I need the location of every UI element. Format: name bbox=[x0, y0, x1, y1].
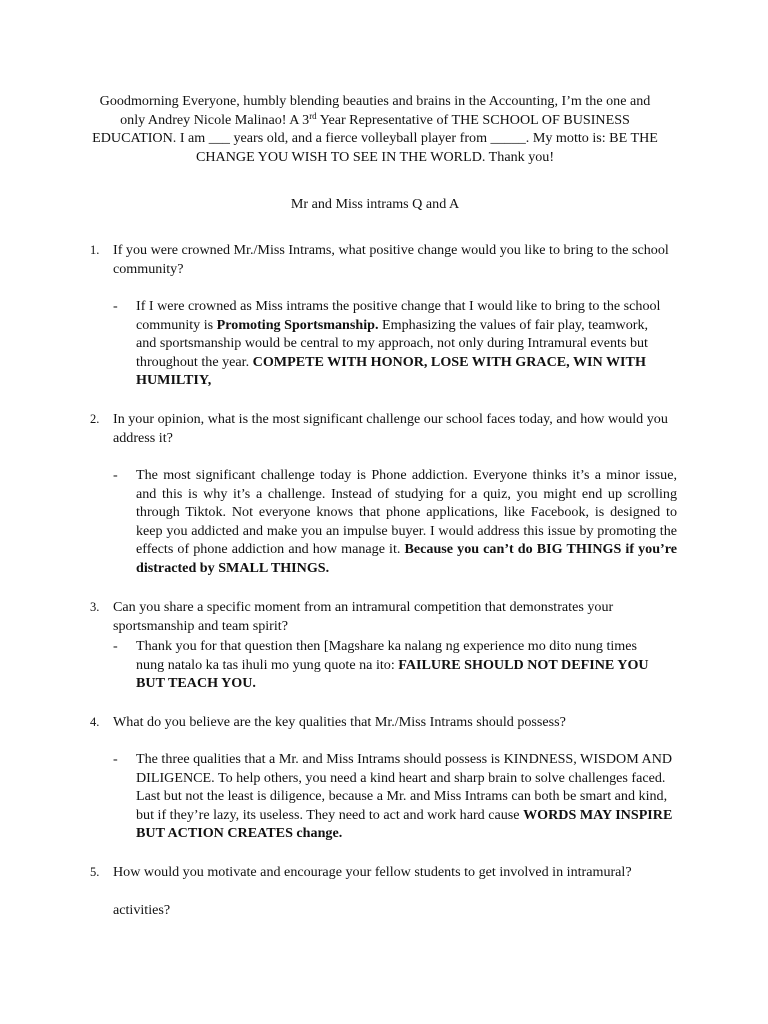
question-number: 2. bbox=[90, 412, 100, 426]
answer-quote: FAILURE SHOULD NOT DEFINE YOU BUT TEACH YOU. bbox=[136, 656, 649, 692]
question-number: 3. bbox=[90, 600, 100, 614]
answer-text-part: Thank you for that question then [Magshare ka nalang ng experience mo dito nung times nung natalo ka tas ihuli mo yung quote na ito: bbox=[136, 638, 637, 673]
question-continuation: activities? bbox=[113, 902, 171, 918]
answer-text-part: The most significant challenge today is Phone addiction. Everyone thinks it’s a minor issue, and this is why it’s a challenge. Instead of studying for a quiz, you might end up scrolling through Tiktok. Not everyone knows that phone applications, like Facebook, is designed to keep you addicted and make you an impulse buyer. I would address this issue by promoting the effects of phone addiction and how manage it. bbox=[136, 467, 677, 558]
answer-text bbox=[136, 466, 677, 578]
answer-emphasis: Promoting Sportsmanship. bbox=[216, 316, 379, 333]
answer-text-part: Emphasizing the values of fair play, teamwork, and sportsmanship would be central to my approach, not only during Intramural events but throughout the year. bbox=[136, 316, 649, 370]
document-heading: Mr and Miss intrams Q and A bbox=[290, 196, 460, 212]
intro-paragraph bbox=[88, 92, 662, 166]
answer-bullet: - bbox=[113, 298, 118, 314]
question-text: What do you believe are the key qualities that Mr./Miss Intrams should possess? bbox=[113, 714, 566, 730]
question-number: 4. bbox=[90, 715, 100, 729]
answer-bullet: - bbox=[113, 467, 118, 483]
answer-quote: WORDS MAY INSPIRE BUT ACTION CREATES change. bbox=[136, 806, 673, 842]
answer-text bbox=[136, 637, 666, 693]
intro-text-part2: Year Representative of THE SCHOOL OF BUSINESS EDUCATION. I am ___ years old, and a fierce volleyball player from _____. My motto is: BE THE CHANGE YOU WISH TO SEE IN THE WORLD. Thank you! bbox=[92, 111, 658, 165]
question-text: How would you motivate and encourage your fellow students to get involved in intramural? bbox=[113, 864, 632, 880]
answer-quote: COMPETE WITH HONOR, LOSE WITH GRACE, WIN WITH HUMILTIY, bbox=[136, 353, 646, 389]
answer-bullet: - bbox=[113, 638, 118, 654]
question-text: Can you share a specific moment from an intramural competition that demonstrates your sportsmanship and team spirit? bbox=[113, 599, 614, 634]
answer-text bbox=[136, 750, 681, 843]
answer-text-part: The three qualities that a Mr. and Miss Intrams should possess is KINDNESS, WISDOM AND DILIGENCE. To help others, you need a kind heart and sharp brain to solve challenges faced. Last but not the least is diligence, because a Mr. and Miss Intrams can both be smart and kind, but if they’re lazy, its useless. They need to act and work hard cause bbox=[136, 751, 673, 823]
answer-text-part: If I were crowned as Miss intrams the positive change that I would like to bring to the school community is bbox=[136, 298, 661, 333]
answer-text bbox=[136, 297, 666, 390]
question-text: In your opinion, what is the most significant challenge our school faces today, and how would you address it? bbox=[113, 411, 668, 446]
question-number: 5. bbox=[90, 865, 100, 879]
intro-ordinal-suffix: rd bbox=[309, 110, 317, 121]
intro-text-part1: Goodmorning Everyone, humbly blending beauties and brains in the Accounting, I’m the one and only Andrey Nicole Malinao! A 3 bbox=[99, 93, 651, 128]
question-text: If you were crowned Mr./Miss Intrams, what positive change would you like to bring to the school community? bbox=[113, 242, 669, 277]
answer-quote: Because you can’t do BIG THINGS if you’re distracted by SMALL THINGS. bbox=[136, 541, 677, 576]
answer-bullet: - bbox=[113, 751, 118, 767]
question-number: 1. bbox=[90, 243, 100, 257]
